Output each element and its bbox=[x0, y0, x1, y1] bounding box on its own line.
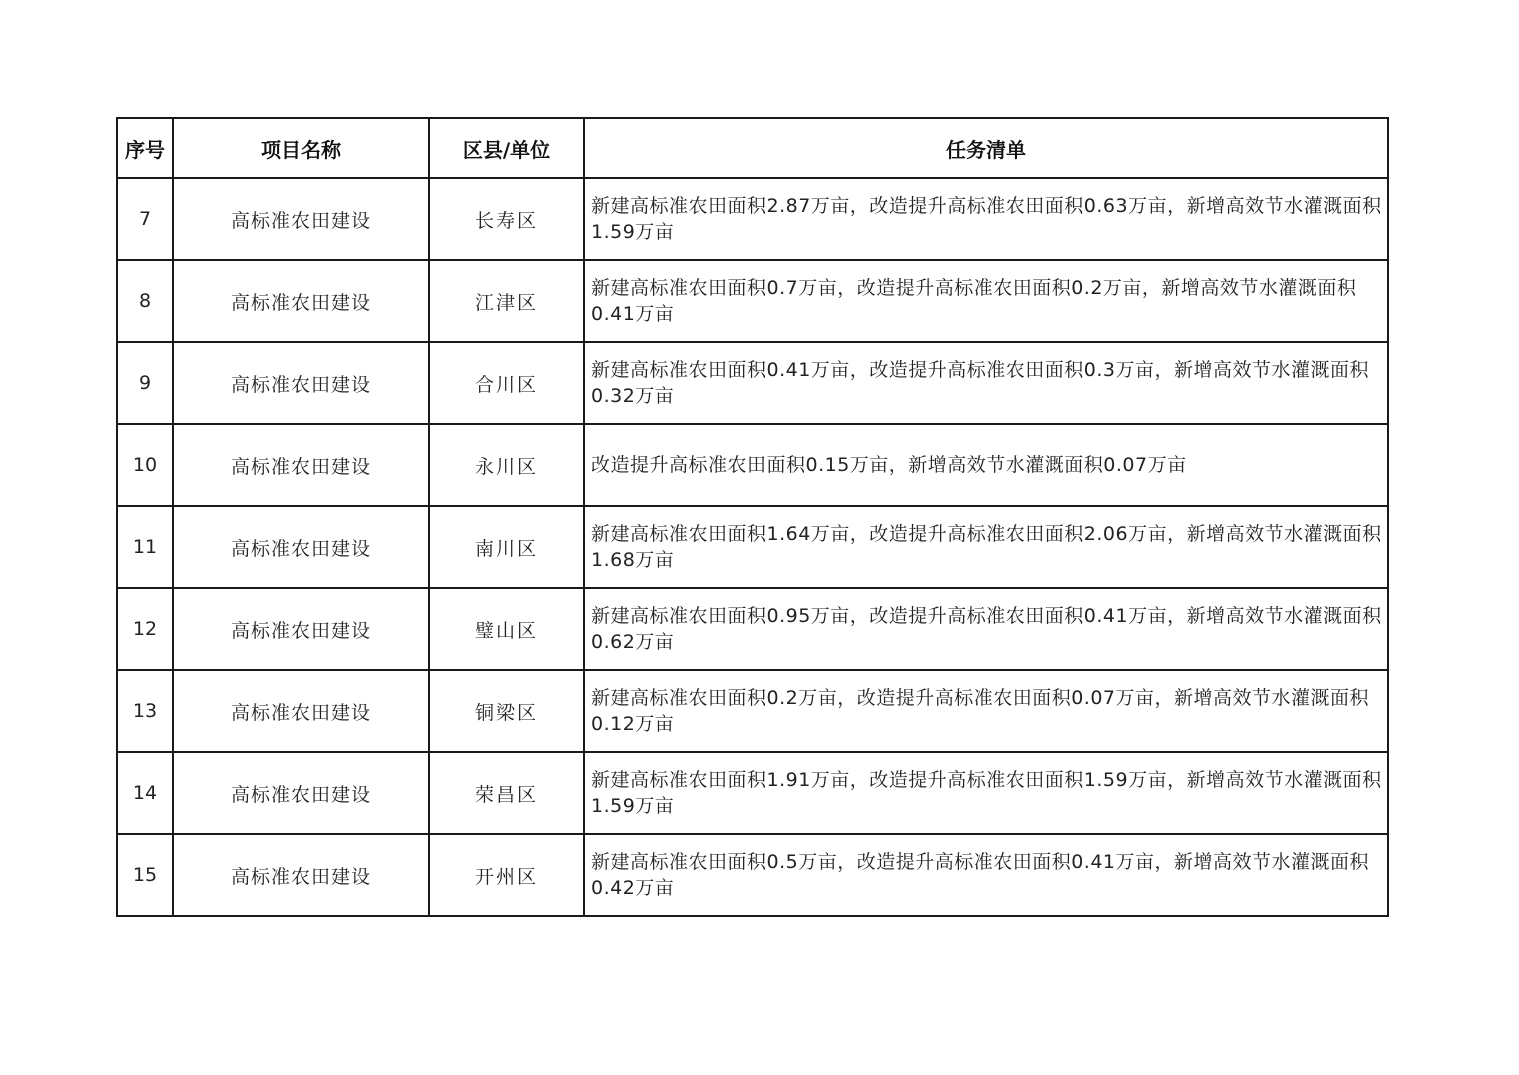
cell-district: 荣昌区 bbox=[429, 752, 584, 834]
table-row bbox=[117, 260, 1388, 342]
table-row bbox=[117, 424, 1388, 506]
cell-district: 长寿区 bbox=[429, 178, 584, 260]
cell-project-name: 高标准农田建设 bbox=[173, 342, 429, 424]
cell-project-name: 高标准农田建设 bbox=[173, 834, 429, 916]
cell-task-list: 新建高标准农田面积1.64万亩，改造提升高标准农田面积2.06万亩，新增高效节水灌溉面积1.68万亩 bbox=[584, 506, 1388, 588]
header-row bbox=[117, 118, 1388, 178]
cell-district: 永川区 bbox=[429, 424, 584, 506]
cell-project-name: 高标准农田建设 bbox=[173, 588, 429, 670]
cell-index: 14 bbox=[117, 752, 173, 834]
cell-task-list: 新建高标准农田面积0.95万亩，改造提升高标准农田面积0.41万亩，新增高效节水灌溉面积0.62万亩 bbox=[584, 588, 1388, 670]
table-row bbox=[117, 752, 1388, 834]
cell-index: 7 bbox=[117, 178, 173, 260]
cell-project-name: 高标准农田建设 bbox=[173, 178, 429, 260]
cell-task-list: 新建高标准农田面积1.91万亩，改造提升高标准农田面积1.59万亩，新增高效节水灌溉面积1.59万亩 bbox=[584, 752, 1388, 834]
cell-index: 12 bbox=[117, 588, 173, 670]
cell-index: 9 bbox=[117, 342, 173, 424]
cell-index: 8 bbox=[117, 260, 173, 342]
cell-task-list: 新建高标准农田面积0.2万亩，改造提升高标准农田面积0.07万亩，新增高效节水灌溉面积0.12万亩 bbox=[584, 670, 1388, 752]
table-row bbox=[117, 834, 1388, 916]
cell-index: 15 bbox=[117, 834, 173, 916]
table-row bbox=[117, 588, 1388, 670]
cell-project-name: 高标准农田建设 bbox=[173, 424, 429, 506]
cell-district: 璧山区 bbox=[429, 588, 584, 670]
table-header bbox=[117, 118, 1388, 178]
cell-index: 10 bbox=[117, 424, 173, 506]
table-body bbox=[117, 178, 1388, 916]
table-row bbox=[117, 342, 1388, 424]
cell-project-name: 高标准农田建设 bbox=[173, 670, 429, 752]
cell-district: 开州区 bbox=[429, 834, 584, 916]
cell-district: 江津区 bbox=[429, 260, 584, 342]
cell-task-list: 新建高标准农田面积0.7万亩，改造提升高标准农田面积0.2万亩，新增高效节水灌溉面积0.41万亩 bbox=[584, 260, 1388, 342]
cell-index: 13 bbox=[117, 670, 173, 752]
cell-task-list: 新建高标准农田面积0.41万亩，改造提升高标准农田面积0.3万亩，新增高效节水灌溉面积0.32万亩 bbox=[584, 342, 1388, 424]
cell-index: 11 bbox=[117, 506, 173, 588]
table-row bbox=[117, 506, 1388, 588]
cell-project-name: 高标准农田建设 bbox=[173, 752, 429, 834]
header-project-name: 项目名称 bbox=[173, 118, 429, 178]
header-task-list: 任务清单 bbox=[584, 118, 1388, 178]
header-district: 区县/单位 bbox=[429, 118, 584, 178]
cell-task-list: 改造提升高标准农田面积0.15万亩，新增高效节水灌溉面积0.07万亩 bbox=[584, 424, 1388, 506]
header-index: 序号 bbox=[117, 118, 173, 178]
cell-district: 合川区 bbox=[429, 342, 584, 424]
cell-district: 铜梁区 bbox=[429, 670, 584, 752]
cell-task-list: 新建高标准农田面积0.5万亩，改造提升高标准农田面积0.41万亩，新增高效节水灌溉面积0.42万亩 bbox=[584, 834, 1388, 916]
cell-project-name: 高标准农田建设 bbox=[173, 506, 429, 588]
task-list-table bbox=[116, 117, 1389, 917]
table-row bbox=[117, 178, 1388, 260]
cell-district: 南川区 bbox=[429, 506, 584, 588]
cell-project-name: 高标准农田建设 bbox=[173, 260, 429, 342]
cell-task-list: 新建高标准农田面积2.87万亩，改造提升高标准农田面积0.63万亩，新增高效节水灌溉面积1.59万亩 bbox=[584, 178, 1388, 260]
table-row bbox=[117, 670, 1388, 752]
